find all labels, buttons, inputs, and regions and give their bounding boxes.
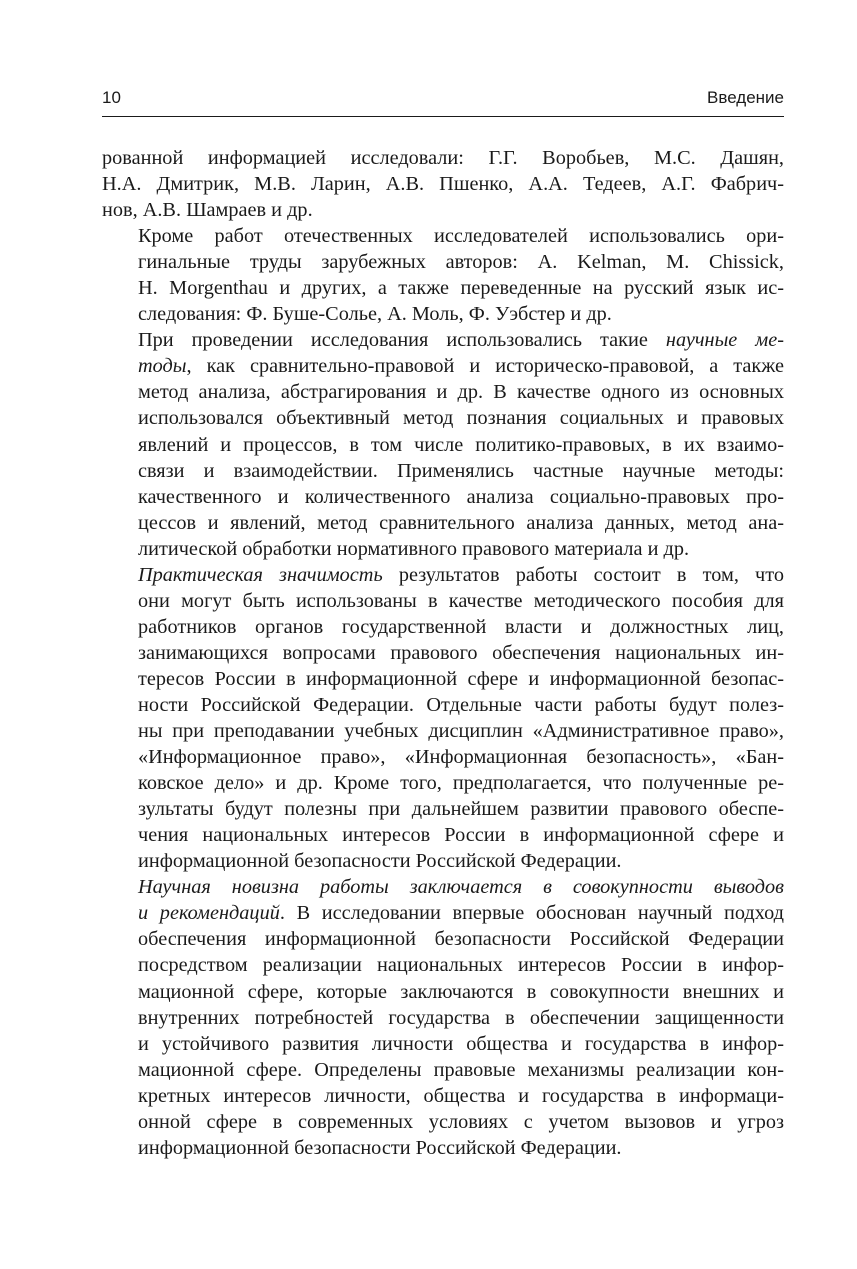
text-line bbox=[102, 848, 784, 874]
text-line bbox=[102, 744, 784, 770]
text-line bbox=[102, 979, 784, 1005]
text-run: тересов России в информационной сфере и информационной безопас- bbox=[138, 667, 784, 690]
text-run: рованной информацией исследовали: Г.Г. Воробьев, М.С. Дашян, bbox=[102, 147, 784, 169]
text-run: информационной безопасности Российской Федерации. bbox=[138, 850, 622, 873]
text-line bbox=[102, 484, 784, 510]
text-run: зультаты будут полезны при дальнейшем развитии правового обеспе- bbox=[138, 798, 784, 821]
text-run: они могут быть использованы в качестве методического пособия для bbox=[138, 589, 784, 612]
text-line bbox=[102, 718, 784, 744]
text-run: кретных интересов личности, общества и государства в информаци- bbox=[138, 1084, 784, 1107]
text-line bbox=[102, 874, 784, 900]
text-run: явлений и процессов, в том числе политико-правовых, в их взаимо- bbox=[138, 433, 784, 456]
text-run: работников органов государственной власти и должностных лиц, bbox=[138, 615, 784, 638]
text-run: связи и взаимодействии. Применялись частные научные методы: bbox=[138, 459, 784, 482]
text-line bbox=[102, 379, 784, 405]
text-line bbox=[102, 1083, 784, 1109]
text-run: нов, А.В. Шамраев и др. bbox=[102, 199, 313, 222]
text-line bbox=[102, 249, 784, 275]
body-text bbox=[102, 145, 784, 1161]
text-line bbox=[102, 327, 784, 353]
text-run: чения национальных интересов России в информационной сфере и bbox=[138, 824, 784, 847]
italic-text: Научная новизна работы заключается в совокупности выводов bbox=[138, 876, 784, 899]
text-line bbox=[102, 562, 784, 588]
text-run: следования: Ф. Буше-Солье, А. Моль, Ф. Уэбстер и др. bbox=[138, 303, 612, 326]
text-line bbox=[102, 171, 784, 197]
text-line bbox=[102, 770, 784, 796]
italic-text: Практическая значимость bbox=[138, 563, 383, 586]
text-run: При проведении исследования использовались такие bbox=[138, 329, 666, 352]
text-run: Кроме работ отечественных исследователей использовались ори- bbox=[138, 225, 784, 248]
text-line bbox=[102, 1109, 784, 1135]
text-line bbox=[102, 822, 784, 848]
text-run: обеспечения информационной безопасности Российской Федерации bbox=[138, 928, 784, 951]
text-line bbox=[102, 145, 784, 171]
page-header bbox=[102, 86, 784, 117]
text-run: посредством реализации национальных интересов России в инфор- bbox=[138, 954, 784, 977]
text-run: Н.А. Дмитрик, М.В. Ларин, А.В. Пшенко, А.А. Тедеев, А.Г. Фабрич- bbox=[102, 173, 784, 196]
text-line bbox=[102, 900, 784, 926]
text-line bbox=[102, 405, 784, 431]
text-run: ковское дело» и др. Кроме того, предполагается, что полученные ре- bbox=[138, 772, 784, 795]
text-run: мационной сфере, которые заключаются в совокупности внешних и bbox=[138, 980, 784, 1003]
text-run: ны при преподавании учебных дисциплин «Административное право», bbox=[138, 720, 784, 743]
paragraph bbox=[102, 223, 784, 327]
paragraph bbox=[102, 145, 784, 223]
text-line bbox=[102, 301, 784, 327]
text-line bbox=[102, 796, 784, 822]
text-run: внутренних потребностей государства в обеспечении защищенности bbox=[138, 1006, 784, 1029]
text-line bbox=[102, 223, 784, 249]
text-line bbox=[102, 432, 784, 458]
text-line bbox=[102, 666, 784, 692]
text-run: . В исследовании впервые обоснован научный подход bbox=[279, 902, 784, 925]
italic-text: тоды bbox=[138, 355, 187, 378]
text-run: информационной безопасности Российской Федерации. bbox=[138, 1136, 622, 1159]
text-line bbox=[102, 197, 784, 223]
text-line bbox=[102, 1005, 784, 1031]
text-line bbox=[102, 458, 784, 484]
text-line bbox=[102, 640, 784, 666]
text-run: литической обработки нормативного правового материала и др. bbox=[138, 537, 690, 560]
text-line bbox=[102, 588, 784, 614]
text-run: качественного и количественного анализа социально-правовых про- bbox=[138, 485, 784, 508]
text-run: и устойчивого развития личности общества и государства в инфор- bbox=[138, 1032, 784, 1055]
italic-text: научные ме- bbox=[665, 329, 784, 352]
text-line bbox=[102, 510, 784, 536]
text-run: онной сфере в современных условиях с учетом вызовов и угроз bbox=[138, 1110, 784, 1133]
text-run: ности Российской Федерации. Отдельные части работы будут полез- bbox=[138, 693, 784, 716]
running-title: Введение bbox=[707, 88, 784, 107]
text-run: результатов работы состоит в том, что bbox=[382, 563, 784, 586]
text-line bbox=[102, 692, 784, 718]
text-line bbox=[102, 1031, 784, 1057]
text-line bbox=[102, 1057, 784, 1083]
text-line bbox=[102, 926, 784, 952]
text-run: занимающихся вопросами правового обеспечения национальных ин- bbox=[138, 641, 784, 664]
text-run: «Информационное право», «Информационная безопасность», «Бан- bbox=[138, 746, 784, 769]
text-line bbox=[102, 536, 784, 562]
text-run: , как сравнительно-правовой и историческо-правовой, а также bbox=[186, 355, 784, 378]
text-run: гинальные труды зарубежных авторов: A. Kelman, M. Chissick, bbox=[138, 251, 784, 274]
text-line bbox=[102, 353, 784, 379]
text-line bbox=[102, 275, 784, 301]
text-line bbox=[102, 614, 784, 640]
text-run: цессов и явлений, метод сравнительного анализа данных, метод ана- bbox=[138, 511, 784, 534]
text-line bbox=[102, 952, 784, 978]
paragraph bbox=[102, 327, 784, 561]
paragraph bbox=[102, 562, 784, 875]
page-number: 10 bbox=[102, 88, 121, 107]
paragraph bbox=[102, 874, 784, 1161]
text-line bbox=[102, 1135, 784, 1161]
text-run: H. Morgenthau и других, а также переведенные на русский язык ис- bbox=[138, 277, 784, 300]
text-run: использовался объективный метод познания социальных и правовых bbox=[138, 407, 784, 430]
text-run: метод анализа, абстрагирования и др. В качестве одного из основных bbox=[138, 381, 784, 404]
text-run: мационной сфере. Определены правовые механизмы реализации кон- bbox=[138, 1058, 784, 1081]
italic-text: и рекомендаций bbox=[138, 902, 280, 925]
